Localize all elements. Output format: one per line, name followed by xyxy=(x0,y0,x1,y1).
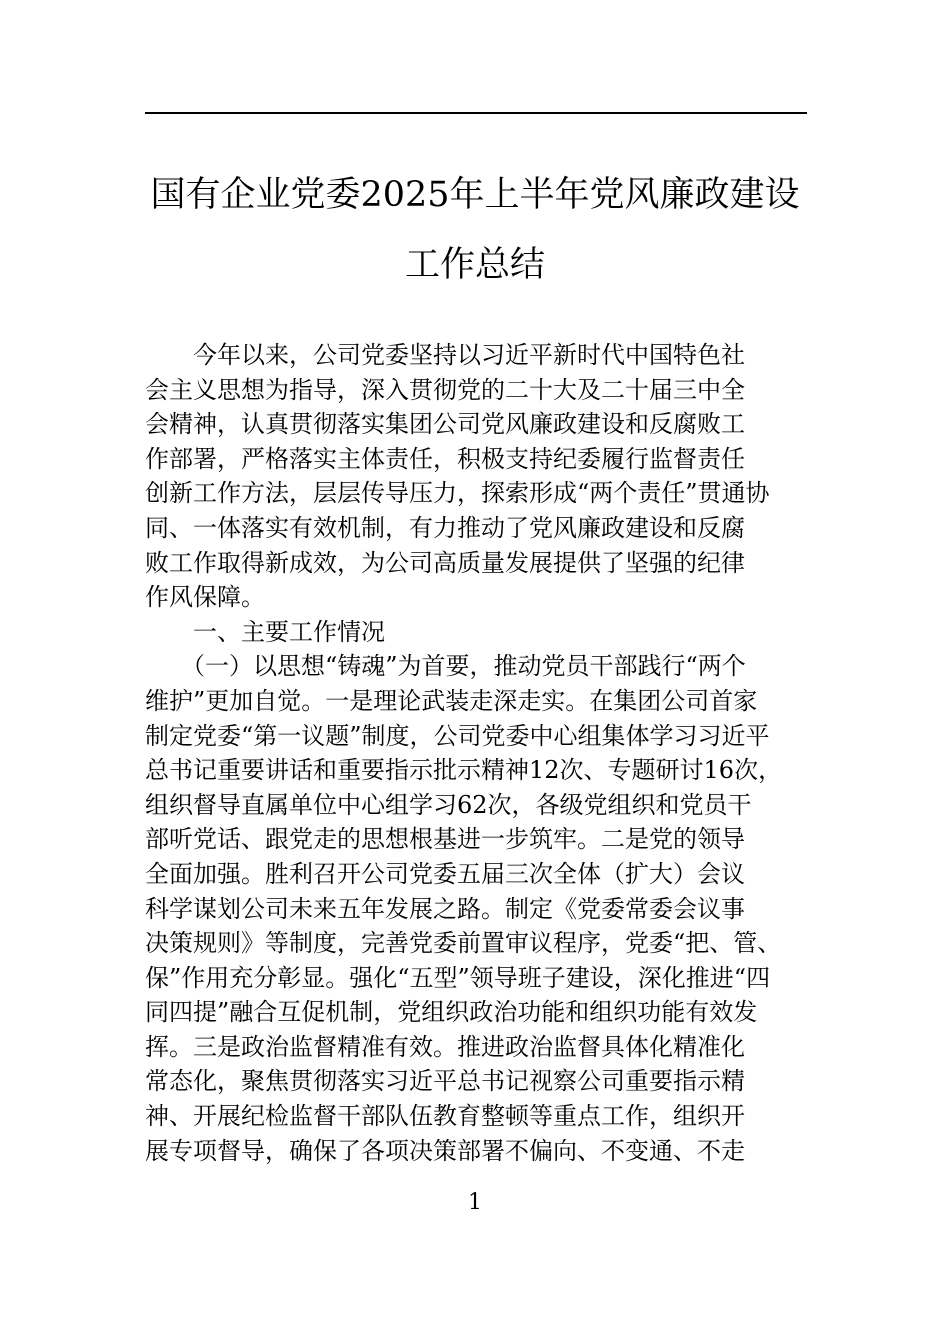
body-line: 组织督导直属单位中心组学习62次，各级党组织和党员干 xyxy=(145,790,752,819)
body-line: 同、一体落实有效机制，有力推动了党风廉政建设和反腐 xyxy=(145,513,745,542)
section-heading: 一、主要工作情况 xyxy=(145,617,385,646)
body-line: 总书记重要讲话和重要指示批示精神12次、专题研讨16次， xyxy=(145,756,783,785)
body-line: 决策规则》等制度，完善党委前置审议程序，党委“把、管、 xyxy=(145,929,782,958)
body-line: 会精神，认真贯彻落实集团公司党风廉政建设和反腐败工 xyxy=(145,410,745,439)
body-line: 同四提”融合互促机制，党组织政治功能和组织功能有效发 xyxy=(145,998,758,1027)
document-title-line-2: 工作总结 xyxy=(404,245,545,285)
body-line: 维护”更加自觉。一是理论武装走深走实。在集团公司首家 xyxy=(145,686,758,715)
body-line: （一）以思想“铸魂”为首要，推动党员干部践行“两个 xyxy=(145,652,746,681)
header-rule xyxy=(145,112,807,114)
body-line: 创新工作方法，层层传导压力，探索形成“两个责任”贯通协 xyxy=(145,479,770,508)
body-line: 科学谋划公司未来五年发展之路。制定《党委常委会议事 xyxy=(145,894,745,923)
body-line: 会主义思想为指导，深入贯彻党的二十大及二十届三中全 xyxy=(145,375,745,404)
body-line: 展专项督导，确保了各项决策部署不偏向、不变通、不走 xyxy=(145,1136,745,1165)
body-line: 制定党委“第一议题”制度，公司党委中心组集体学习习近平 xyxy=(145,721,770,750)
body-line: 作风保障。 xyxy=(145,583,265,612)
body-line: 常态化，聚焦贯彻落实习近平总书记视察公司重要指示精 xyxy=(145,1067,745,1096)
page-number: 1 xyxy=(468,1190,482,1215)
document-title-line-1: 国有企业党委2025年上半年党风廉政建设 xyxy=(150,175,800,215)
body-line: 败工作取得新成效，为公司高质量发展提供了坚强的纪律 xyxy=(145,548,745,577)
body-line: 部听党话、跟党走的思想根基进一步筑牢。二是党的领导 xyxy=(145,825,745,854)
body-line: 神、开展纪检监督干部队伍教育整顿等重点工作，组织开 xyxy=(145,1102,745,1131)
body-line: 保”作用充分彰显。强化“五型”领导班子建设，深化推进“四 xyxy=(145,963,771,992)
body-line: 今年以来，公司党委坚持以习近平新时代中国特色社 xyxy=(145,341,745,369)
body-line: 挥。三是政治监督精准有效。推进政治监督具体化精准化 xyxy=(145,1032,745,1061)
body-line: 全面加强。胜利召开公司党委五届三次全体（扩大）会议 xyxy=(145,859,745,888)
document-body xyxy=(145,338,835,1168)
body-line: 作部署，严格落实主体责任，积极支持纪委履行监督责任 xyxy=(145,444,745,473)
